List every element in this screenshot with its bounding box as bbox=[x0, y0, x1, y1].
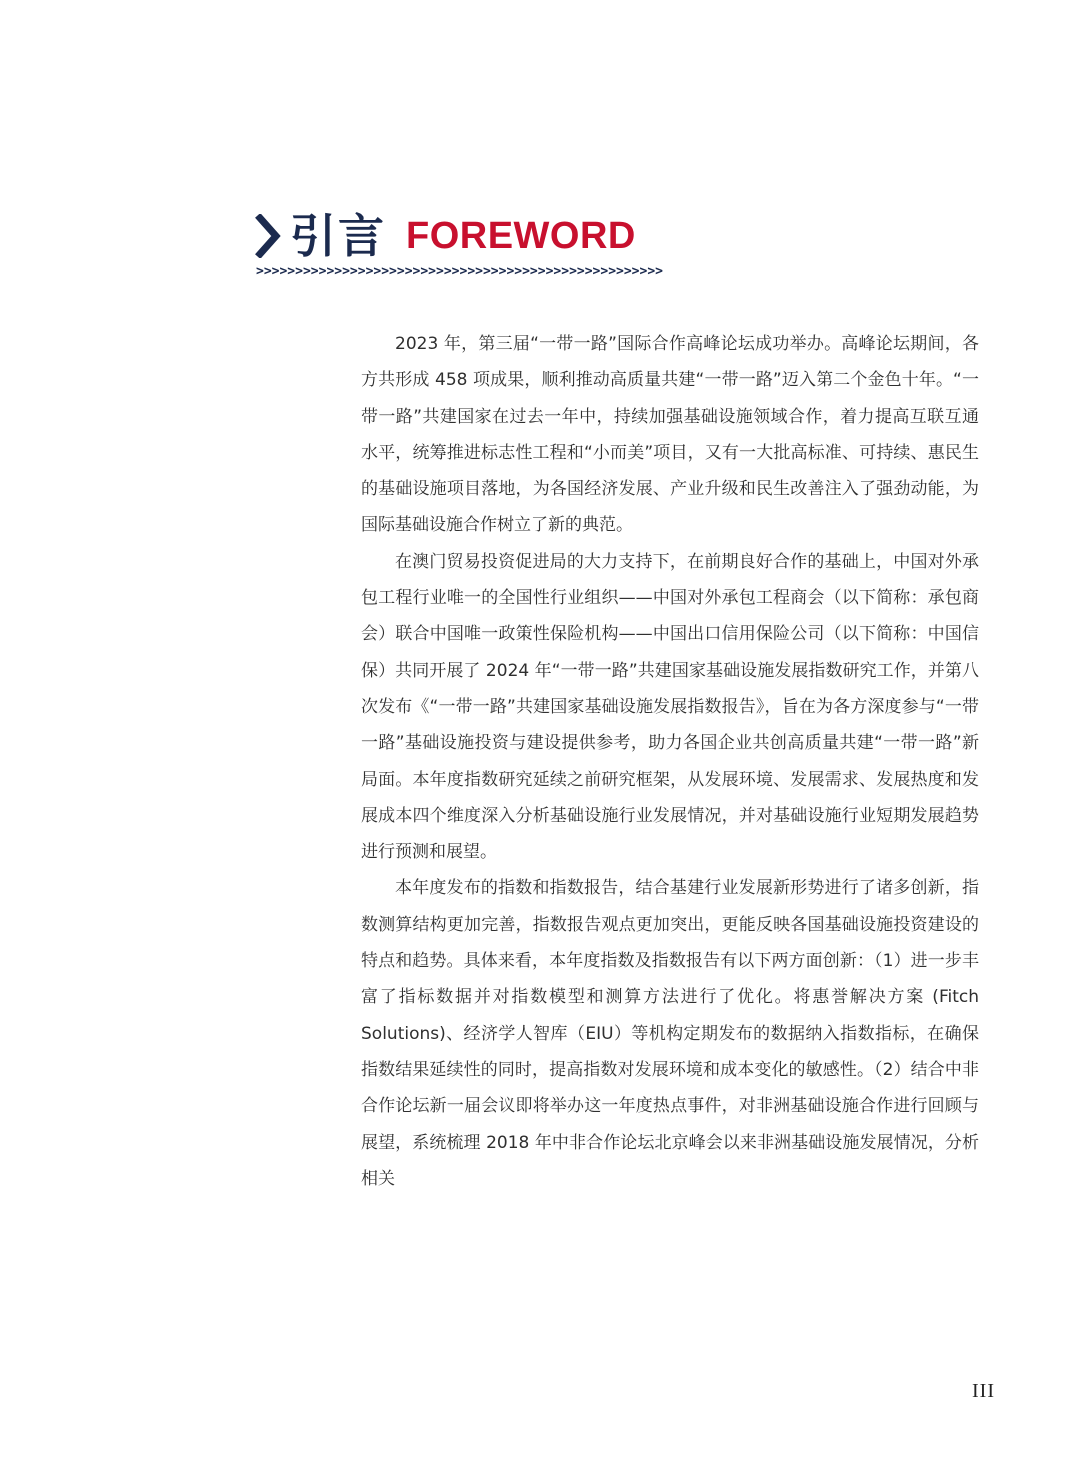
paragraph-2: 在澳门贸易投资促进局的大力支持下，在前期良好合作的基础上，中国对外承包工程行业唯一的全国性行业组织——中国对外承包工程商会（以下简称：承包商会）联合中国唯一政策性保险机构——中国出口信用保险公司（以下简称：中国信保）共同开展了 2024 年“一带一路”共建国家基础设施发展指数研究工作，并第八次发布《“一带一路”共建国家基础设施发展指数报告》，旨在为各方深度参与“一带一路”基础设施投资与建设提供参考，助力各国企业共创高质量共建“一带一路”新局面。本年度指数研究延续之前研究框架，从发展环境、发展需求、发展热度和发展成本四个维度深入分析基础设施行业发展情况，并对基础设施行业短期发展趋势进行预测和展望。 bbox=[361, 551, 979, 863]
paragraph-3: 本年度发布的指数和指数报告，结合基建行业发展新形势进行了诸多创新，指数测算结构更加完善，指数报告观点更加突出，更能反映各国基础设施投资建设的特点和趋势。具体来看，本年度指数及指数报告有以下两方面创新：（1）进一步丰富了指标数据并对指数模型和测算方法进行了优化。将惠誉解决方案 (Fitch Solutions)、经济学人智库（EIU）等机构定期发布的数据纳入指数指标，在确保指数结果延续性的同时，提高指数对发展环境和成本变化的敏感性。（2）结合中非合作论坛新一届会议即将举办这一年度热点事件，对非洲基础设施合作进行回顾与展望，系统梳理 2018 年中非合作论坛北京峰会以来非洲基础设施发展情况，分析相关 bbox=[361, 878, 979, 1189]
section-header bbox=[254, 208, 636, 264]
page-number: III bbox=[972, 1380, 995, 1402]
title-chinese: 引言 bbox=[290, 209, 386, 263]
chevron-right-icon bbox=[254, 214, 282, 258]
paragraph-1: 2023 年，第三届“一带一路”国际合作高峰论坛成功举办。高峰论坛期间，各方共形成 458 项成果，顺利推动高质量共建“一带一路”迈入第二个金色十年。“一带一路”共建国家在过去一年中，持续加强基础设施领域合作，着力提高互联互通水平，统筹推进标志性工程和“小而美”项目，又有一大批高标准、可持续、惠民生的基础设施项目落地，为各国经济发展、产业升级和民生改善注入了强劲动能，为国际基础设施合作树立了新的典范。 bbox=[361, 334, 979, 536]
title-english: FOREWORD bbox=[406, 215, 636, 257]
foreword-body bbox=[361, 326, 979, 1197]
chevron-divider: >>>>>>>>>>>>>>>>>>>>>>>>>>>>>>>>>>>>>>>>>>>>>>>>>>>> bbox=[256, 264, 663, 279]
